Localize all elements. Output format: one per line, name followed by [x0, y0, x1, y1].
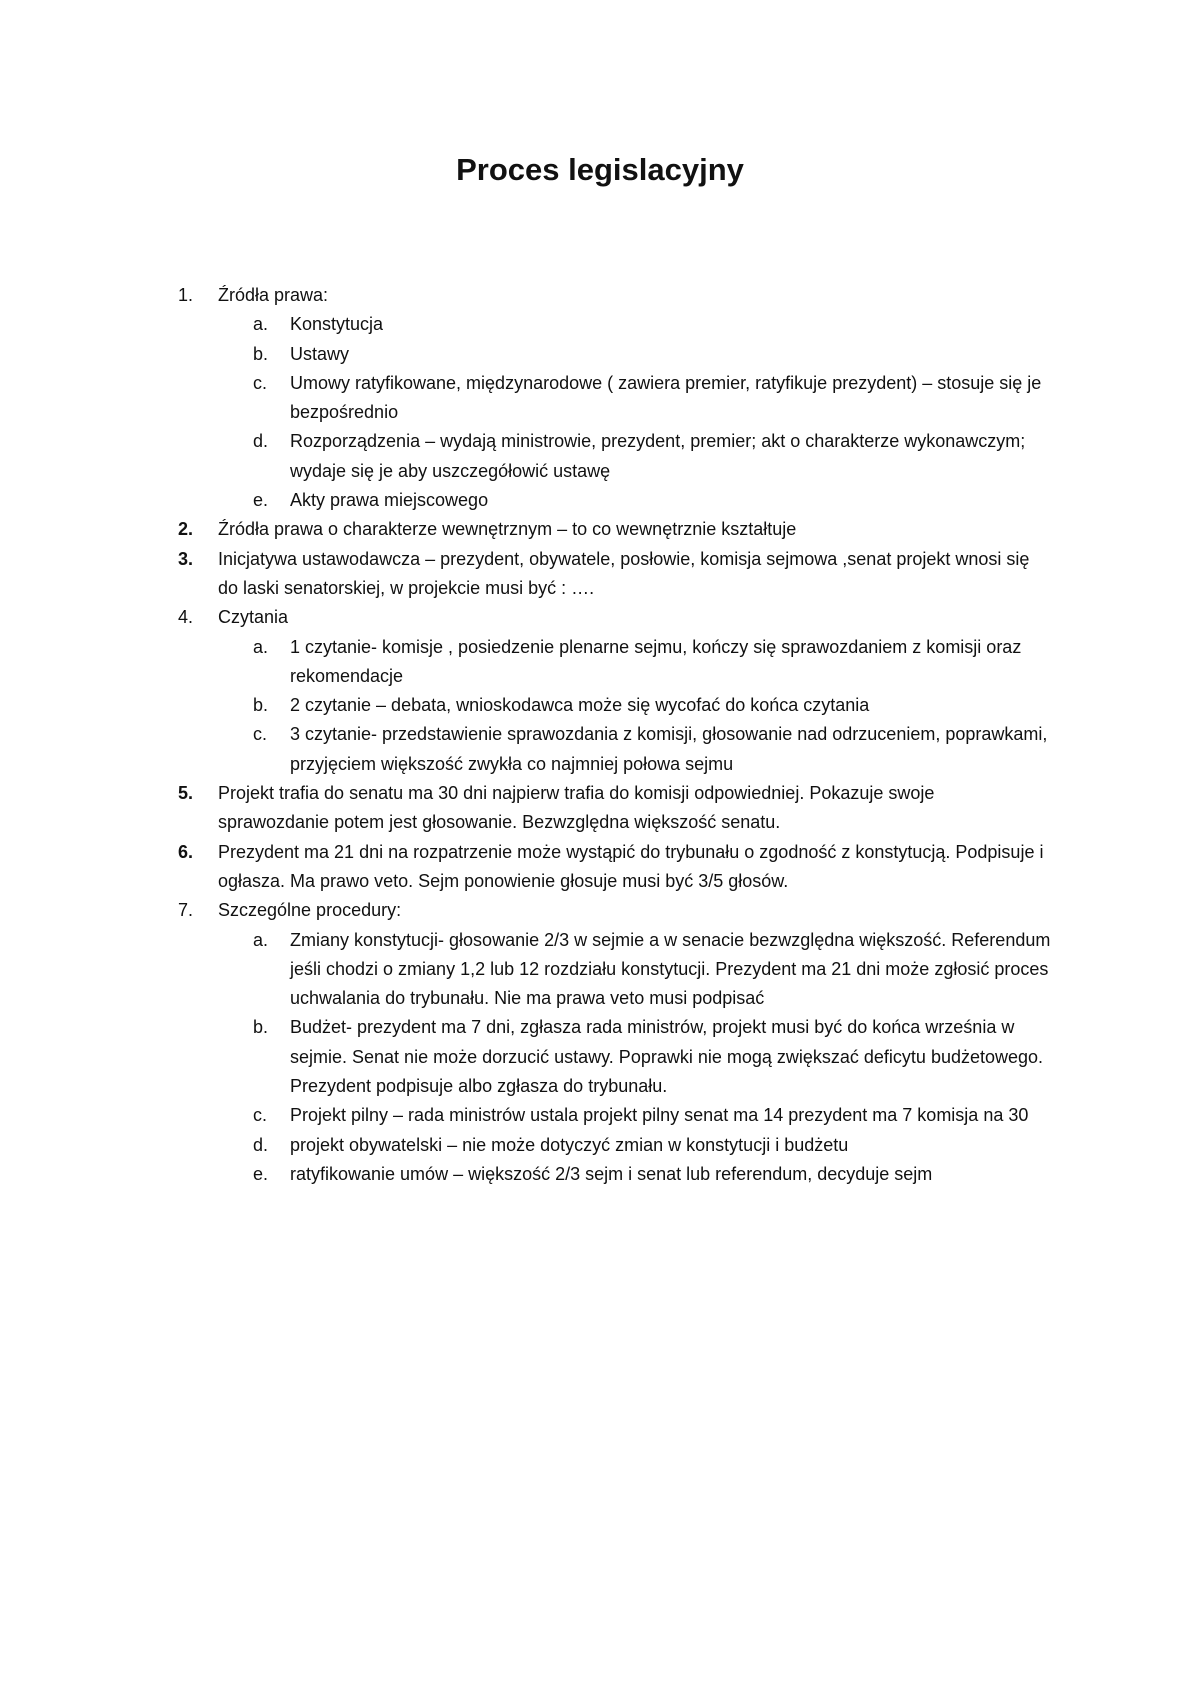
sub-item-letter: a. — [253, 929, 269, 950]
sub-item-4b — [0, 691, 1200, 720]
sub-item-letter: b. — [253, 695, 269, 716]
list-item-text: Szczególne procedury: — [218, 900, 402, 921]
list-item-number: 1. — [178, 285, 194, 305]
list-item-number: 4. — [178, 607, 194, 628]
list-item-1 — [0, 281, 1200, 310]
sub-item-letter: d. — [253, 1134, 269, 1155]
list-item-number: 6. — [178, 841, 194, 862]
sub-item-7c — [0, 1101, 1200, 1130]
list-item-text: Inicjatywa ustawodawcza – prezydent, obywatele, posłowie, komisja sejmowa ,senat projekt wnosi się do laski senatorskiej, w projekcie musi być : …. — [218, 548, 1030, 598]
list-item-7 — [0, 896, 1200, 925]
sub-item-text: Umowy ratyfikowane, międzynarodowe ( zawiera premier, ratyfikuje prezydent) – stosuje się je bezpośrednio — [290, 372, 1042, 423]
sub-item-4a — [0, 633, 1200, 692]
sub-item-1d — [0, 427, 1200, 486]
sub-item-text: Rozporządzenia – wydają ministrowie, prezydent, premier; akt o charakterze wykonawczym; wydaje się je aby uszczegółowić ustawę — [290, 431, 1026, 481]
list-item-4 — [0, 603, 1200, 632]
sub-item-text: projekt obywatelski – nie może dotyczyć zmian w konstytucji i budżetu — [290, 1134, 849, 1155]
page-title: Proces legislacyjny — [456, 152, 744, 187]
sub-item-letter: c. — [253, 372, 268, 393]
sub-item-1e — [0, 486, 1200, 515]
document-body — [0, 281, 1200, 1189]
sub-item-letter: e. — [253, 1163, 269, 1184]
list-item-3 — [0, 545, 1200, 604]
list-item-number: 7. — [178, 900, 194, 921]
sub-item-text: ratyfikowanie umów – większość 2/3 sejm i senat lub referendum, decyduje sejm — [290, 1163, 933, 1184]
list-item-text: Prezydent ma 21 dni na rozpatrzenie może wystąpić do trybunału o zgodność z konstytucją. Podpisuje i ogłasza. Ma prawo veto. Sejm ponowienie głosuje musi być 3/5 głosów. — [218, 841, 1044, 891]
list-item-text: Projekt trafia do senatu ma 30 dni najpierw trafia do komisji odpowiedniej. Pokazuje swoje sprawozdanie potem jest głosowanie. Bezwzględna większość senatu. — [218, 783, 935, 833]
list-item-6 — [0, 838, 1200, 897]
sub-item-text: Akty prawa miejscowego — [290, 490, 489, 511]
sub-item-text: 1 czytanie- komisje , posiedzenie plenarne sejmu, kończy się sprawozdaniem z komisji oraz rekomendacje — [290, 636, 1022, 686]
sub-item-letter: e. — [253, 490, 269, 511]
sub-item-7e — [0, 1160, 1200, 1189]
sub-item-letter: c. — [253, 1105, 268, 1126]
list-item-5 — [0, 779, 1200, 838]
sub-item-letter: d. — [253, 431, 269, 452]
sub-item-letter: c. — [253, 724, 268, 745]
sub-item-text: Projekt pilny – rada ministrów ustala projekt pilny senat ma 14 prezydent ma 7 komisja na 30 — [290, 1105, 1029, 1126]
list-item-number: 5. — [178, 783, 194, 804]
sub-item-1c — [0, 369, 1200, 428]
sub-item-7b — [0, 1013, 1200, 1101]
sub-item-7a — [0, 926, 1200, 1014]
sub-item-1b — [0, 340, 1200, 369]
sub-item-letter: a. — [253, 314, 269, 335]
sub-item-text: Konstytucja — [290, 314, 384, 335]
list-item-text: Źródła prawa: — [218, 285, 329, 305]
sub-item-text: 3 czytanie- przedstawienie sprawozdania z komisji, głosowanie nad odrzuceniem, poprawkami, przyjęciem większość zwykła co najmniej połowa sejmu — [290, 724, 1048, 774]
sub-item-text: Zmiany konstytucji- głosowanie 2/3 w sejmie a w senacie bezwzględna większość. Referendum jeśli chodzi o zmiany 1,2 lub 12 rozdziału konstytucji. Prezydent ma 21 dni może zgłosić proces uchwalania do trybunału. Nie ma prawa veto musi podpisać — [290, 929, 1051, 1009]
sub-item-letter: b. — [253, 343, 269, 364]
sub-item-7d — [0, 1131, 1200, 1160]
sub-item-letter: a. — [253, 636, 269, 657]
list-item-text: Źródła prawa o charakterze wewnętrznym – to co wewnętrznie kształtuje — [218, 519, 797, 540]
list-item-2 — [0, 515, 1200, 544]
sub-item-letter: b. — [253, 1017, 269, 1038]
sub-item-4c — [0, 720, 1200, 779]
list-item-number: 3. — [178, 548, 194, 569]
sub-item-text: Ustawy — [290, 343, 350, 364]
sub-item-text: 2 czytanie – debata, wnioskodawca może się wycofać do końca czytania — [290, 695, 870, 716]
sub-item-text: Budżet- prezydent ma 7 dni, zgłasza rada ministrów, projekt musi być do końca września w sejmie. Senat nie może dorzucić ustawy. Poprawki nie mogą zwiększać deficytu budżetowego. Prezydent podpisuje albo zgłasza do trybunału. — [290, 1017, 1044, 1097]
list-item-text: Czytania — [218, 607, 289, 628]
list-item-number: 2. — [178, 519, 194, 540]
sub-item-1a — [0, 310, 1200, 339]
